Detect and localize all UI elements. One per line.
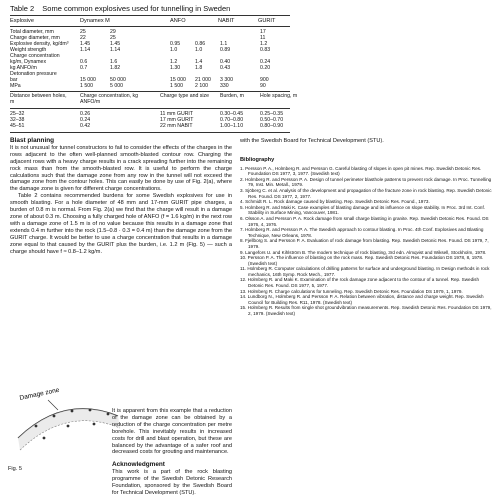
- table-bottom-rule: [10, 132, 290, 133]
- continuation-text: with the Swedish Board for Technical Development (STU).: [240, 138, 384, 144]
- col-header-dynamex: Dynamex M: [80, 18, 110, 24]
- bibliography-item: 9. Langefors U. and Kihlström B. The modern technique of rock blasting, 3rd edn. Almqvist and Wiksell, Stockholm, 1978.: [240, 249, 487, 255]
- table-cell: 1.14: [80, 47, 91, 53]
- table-cell: 21 000: [195, 77, 211, 83]
- lower-header-charge-conc: Charge concentration, kg ANFO/m: [80, 93, 138, 105]
- table-cell: 1.2: [170, 59, 178, 65]
- bibliography-item: 11. Holmberg R. Computer calculations of drilling patterns for surface and underground blasting. In Design methods in rock mechanics, 16th Symp. Rock Mech., 1977.: [240, 266, 490, 277]
- table-cell: 11: [260, 35, 266, 41]
- table-cell: 1 500: [170, 83, 183, 89]
- table-cell: 22: [80, 35, 86, 41]
- fig5-damage-zone-diagram: [14, 386, 122, 464]
- table-row: [10, 83, 290, 89]
- table-cell: 0.7: [80, 65, 88, 71]
- bibliography-item: 7. Holmberg R. and Persson P. A. The Swedish approach to contour blasting. In Proc. 4th Conf. Explosives and Blasting Technique, New Orleans, 1978.: [240, 227, 484, 238]
- table-cell: 25–32: [10, 111, 25, 117]
- bibliography-item: 1. Persson P. A., Holmberg R. and Persson G. Careful blasting of slopes in open pit mines. Rep. Swedish Detonic Res. Foundation DS 1977, 3, 1977. (Swedish text): [240, 165, 482, 177]
- table-cell: 1.45: [80, 41, 91, 47]
- figure-caption: Fig. 5: [8, 466, 22, 472]
- table-lower-rule: [10, 108, 290, 109]
- bibliography-item: 3. Sjöberg C. et al. Analysis of the development and propagation of the fracture zone in rock blasting. Rep. Swedish Detonic Res. Found. DS 1977, 2, 1977.: [240, 187, 492, 199]
- table-cell: 0.42: [80, 123, 91, 129]
- table-cell: 29: [110, 29, 116, 35]
- table-cell: 1.8: [195, 65, 203, 71]
- bibliography-list: [240, 166, 492, 317]
- row-label: bar: [10, 77, 18, 83]
- table-row: [10, 123, 290, 129]
- table-top-rule: [10, 15, 290, 16]
- table-cell: 330: [220, 83, 229, 89]
- table-cell: 25: [80, 29, 86, 35]
- table-cell: 11 mm GURIT: [160, 111, 194, 117]
- table-cell: 0.43: [220, 65, 231, 71]
- bibliography-item: 5. Holmberg R. and Maki K. Case examples of blasting damage and its influence on slope stability. In Proc. 3rd Int. Conf. Stability in Surface Mining, Vancouver, 1981.: [240, 204, 486, 216]
- table-cell: 22 mm NABIT: [160, 123, 193, 129]
- row-label: Weight strength: [10, 47, 47, 53]
- table-upper-body: [10, 29, 290, 89]
- table-cell: 0.24: [80, 117, 91, 123]
- table-header-row: [10, 18, 290, 24]
- bibliography-item: 6. Olsson A. and Persson P. A. Rock damage from small charge blasting in granite. Rep. Swedish Detonic Res. Found. DS 1976, 4, 1976.: [240, 215, 489, 227]
- left-column-lower: [112, 408, 232, 497]
- bibliography-item: 2. Holmberg R. and Persson P. A. Design of tunnel perimeter blasthole patterns to prevent rock damage. In Proc. Tunnelling 79, Inst. Min. Metall., 1979.: [240, 176, 492, 188]
- section-heading-acknowledgment: Acknowledgment: [112, 461, 165, 469]
- left-column: [10, 138, 232, 255]
- table-cell: 900: [260, 77, 269, 83]
- paragraph-2: Table 2 contains recommended burdens for some Swedish explosives for use in smooth blasting. For a hole diameter of 48 mm and 17-mm GURIT pipe charges, a burden of 0.8 m is normal. From Fig. 2(a) we find that the charge will result in a damage zone of about 0.3 m. Choosing a fully charged hole of ANFO (f = 1.6 kg/m) in the next row with a damage zone of 1.5 m is of no value because this results in a damage zone that extends 0.4 m further into the rock (1.5–0.8 · 0.3 = 0.4 m) than the damage zone from the GURIT charge. It would be better to use a charge concentration that results in a damage zone equal to that caused by the GURIT plus the burden, i.e. 1.2 m (Fig. 5) — such a charge should have f ≈ 0.8–1.2 kg/m.: [10, 193, 232, 255]
- col-header-gurit: GURIT: [258, 18, 276, 24]
- table-cell: 0.40: [220, 59, 231, 65]
- fig-damage-zone-label: Damage zone: [18, 386, 61, 402]
- table-cell: 15 000: [170, 77, 186, 83]
- row-label: Detonation pressure: [10, 71, 57, 77]
- row-label: Explosive density, kg/dm³: [10, 41, 69, 47]
- lower-header-charge-type: Charge type and size: [160, 93, 210, 99]
- table-lower-body: [10, 111, 290, 129]
- table-cell: 1 500: [80, 83, 93, 89]
- table-cell: 0.24: [260, 59, 271, 65]
- table-cell: 50 000: [110, 77, 126, 83]
- table-cell: 1.0: [170, 47, 178, 53]
- table-header-rule: [10, 26, 290, 27]
- table-cell: 2 100: [195, 83, 208, 89]
- row-label: Charge diameter, mm: [10, 35, 60, 41]
- table-cell: 0.25–0.35: [260, 111, 284, 117]
- table-cell: 1.6: [110, 59, 118, 65]
- col-header-anfo: ANFO: [170, 18, 186, 24]
- table-cell: 17: [260, 29, 266, 35]
- bibliography-item: 15. Holmberg R. Results from single shot groundvibration measurements. Rep. Swedish Detonic Res. Foundation DS 1979, 2, 1979. (Swedish text): [240, 305, 492, 317]
- paragraph-1: It is not unusual for tunnel constructors to fail to consider the effects of the charges in the rows adjacent to the often well-planned smooth-blasted contour row. Charging the adjacent rows with a heavy charge results in a crack spreading further into the remaining rock mass than from the smooth-blasted row. It is useful to perform the charge calculations such that the damage zone from any row in the tunnel will not exceed the damage zone from the contour holes. This can easily be done by use of Fig. 2(a), where the damage zone is given for different charge concentrations.: [10, 144, 232, 193]
- table-cell: 0.6: [80, 59, 88, 65]
- bibliography-item: 10. Persson P. A. The influence of blasting on the rock mass. Rep. Swedish Detonic Res. Foundation DS 1978, 8, 1978. (Swedish text): [240, 255, 484, 266]
- bibliography-item: 4. Schmidt R. L. Rock damage caused by blasting. Rep. Swedish Detonic Res. Found., 1973.: [240, 199, 430, 205]
- table-cell: 1.00–1.10: [220, 123, 244, 129]
- table-cell: 0.26: [80, 111, 91, 117]
- col-header-explosive: Explosive: [10, 18, 34, 24]
- bibliography: [240, 158, 492, 317]
- table-cell: 0.83: [260, 47, 271, 53]
- table-cell: 0.70–0.80: [220, 117, 244, 123]
- right-column-top: [240, 138, 492, 145]
- section-heading-blast-planning: Blast planning: [10, 137, 55, 144]
- table-cell: 32–38: [10, 117, 25, 123]
- table-cell: 0.80–0.90: [260, 123, 284, 129]
- lower-header-burden: Burden, m: [220, 93, 244, 99]
- row-label: kg ANFO/m: [10, 65, 37, 71]
- bibliography-item: 14. Lundborg N., Holmberg R. and Persson P. A. Relation between vibration, distance and charge weight. Rep. Swedish Council for Building Res. R11, 1978. (Swedish text): [240, 294, 484, 305]
- table-cell: 25: [110, 35, 116, 41]
- table-caption: Some common explosives used for tunnelling in Sweden: [42, 4, 231, 13]
- table-cell: 0.86: [195, 41, 206, 47]
- table-cell: 0.89: [220, 47, 231, 53]
- table-cell: 5 000: [110, 83, 123, 89]
- table-cell: 1.82: [110, 65, 121, 71]
- bibliography-heading: Bibliography: [240, 157, 275, 163]
- acknowledgment-text: This work is a part of the rock blasting programme of the Swedish Detonic Research Foundation, sponsored by the Swedish Board for Technical Development (STU).: [112, 469, 232, 496]
- table-cell: 1.4: [195, 59, 203, 65]
- row-label: Total diameter, mm: [10, 29, 54, 35]
- bibliography-item: 8. Fjellborg S. and Persson P. A. Evaluation of rock damage from blasting. Rep. Swedish Detonic Res. Found. DS 1979, 7, 1979.: [240, 238, 489, 249]
- col-header-nabit: NABIT: [218, 18, 235, 24]
- paragraph-3: It is apparent from this example that a reduction of the damage zone can be obtained by a reduction of the charge concentration per metre borehole. This inevitably results in increased costs for drill and blast operation, but these are balanced by the advantage of a safer roof and decreased costs for grouting and maintenance.: [112, 408, 232, 456]
- table-cell: 0.50–0.70: [260, 117, 284, 123]
- table-cell: 1.2: [260, 41, 268, 47]
- table-cell: 1.0: [195, 47, 203, 53]
- table-cell: 45–51: [10, 123, 25, 129]
- row-label: Charge concentration: [10, 53, 60, 59]
- fig-leader-line: [48, 400, 58, 410]
- table-cell: 0.20: [260, 65, 271, 71]
- bibliography-item: 12. Holmberg R. and Maki K. Examination of the rock damage zone adjacent to the contour of a tunnel. Rep. Swedish Detonic Res. Found. DS 1977, 5, 1977.: [240, 277, 480, 289]
- table-cell: 90: [260, 83, 266, 89]
- table-cell: 1.45: [110, 41, 121, 47]
- damage-zone-shading: [18, 409, 120, 450]
- table-cell: 1.30: [170, 65, 181, 71]
- lower-header-distance: Distance between holes, m: [10, 93, 67, 105]
- table-lower-header: [10, 93, 298, 105]
- table-cell: 15 000: [80, 77, 96, 83]
- bibliography-item: 13. Holmberg R. Charge calculations for tunneling. Rep. Swedish Detonic Res. Foundation DS 1979, 1, 1979.: [240, 288, 463, 294]
- table-mid-rule: [10, 91, 290, 92]
- table-cell: 0.95: [170, 41, 181, 47]
- table-cell: 1.14: [110, 47, 121, 53]
- table-cell: 17 mm GURIT: [160, 117, 194, 123]
- table-title: [10, 4, 230, 13]
- table-cell: 3 300: [220, 77, 233, 83]
- lower-header-spacing: Hole spacing, m: [260, 93, 298, 99]
- table-cell: 1.1: [220, 41, 228, 47]
- row-label: MPa: [10, 83, 21, 89]
- table-cell: 0.30–0.45: [220, 111, 244, 117]
- row-label: kg/m, Dynamex: [10, 59, 47, 65]
- table-number: Table 2: [10, 4, 35, 13]
